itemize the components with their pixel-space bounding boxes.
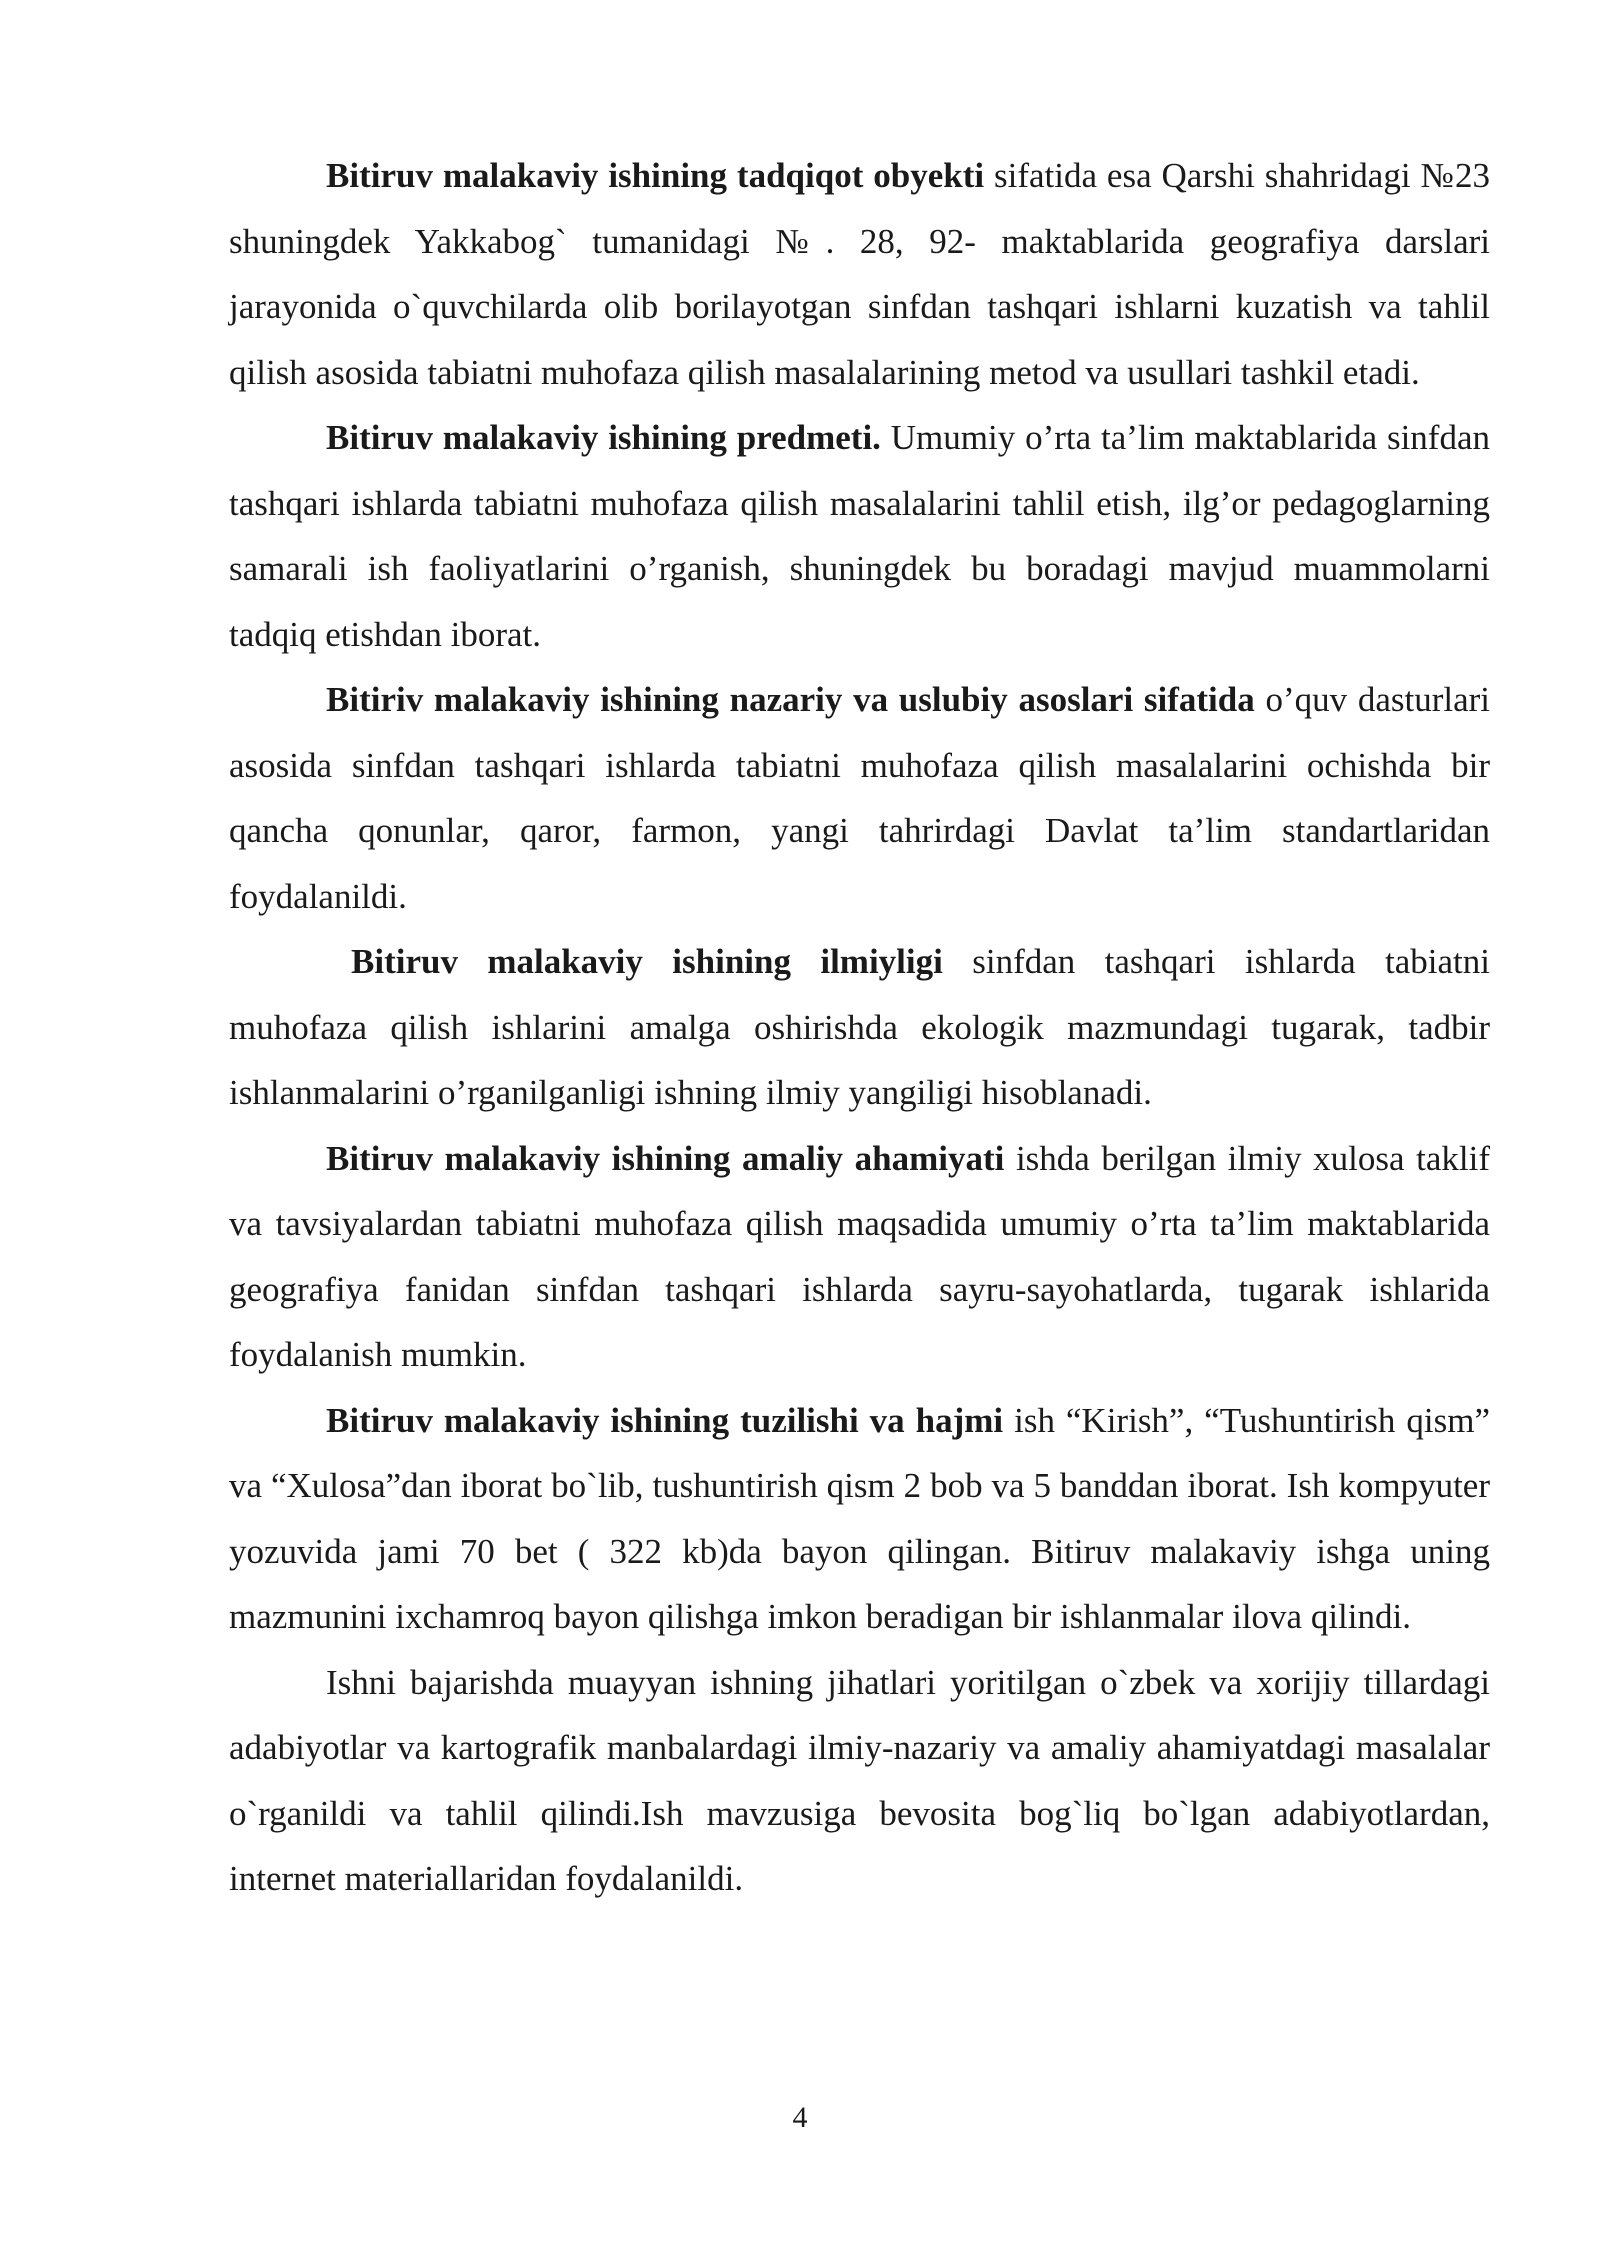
- paragraph-text: ish “Kirish”, “Tushuntirish qism” va “Xulosa”dan iborat bo`lib, tushuntirish qism 2 bob va 5 banddan iborat. Ish kompyuter yozuvida jami 70 bet ( 322 kb)da bayon qilingan. Bitiruv malakaviy ishga uning mazmunini ixchamroq bayon qilishga imkon beradigan bir ishlanmalar ilova qilindi.: [229, 1400, 1490, 1636]
- paragraph-heading: Bitiruv malakaviy ishining predmeti.: [326, 418, 881, 457]
- paragraph-literature: [229, 1650, 1490, 1912]
- paragraph-text: o’quv dasturlari asosida sinfdan tashqari ishlarda tabiatni muhofaza qilish masalalarini ochishda bir qancha qonunlar, qaror, farmon, yangi tahrirdagi Davlat ta’lim standartlaridan foydalanildi.: [229, 680, 1491, 916]
- text-body: [229, 143, 1490, 1912]
- paragraph-text: Ishni bajarishda muayyan ishning jihatlari yoritilgan o`zbek va xorijiy tillardagi adabiyotlar va kartografik manbalardagi ilmiy-nazariy va amaliy ahamiyatdagi masalalar o`rganildi va tahlil qilindi.Ish mavzusiga bevosita bog`liq bo`lgan adabiyotlardan, internet materiallaridan foydalanildi.: [229, 1662, 1490, 1898]
- paragraph-text: sifatida esa Qarshi shahridagi №23 shuningdek Yakkabog` tumanidagi №. 28, 92- maktablarida geografiya darslari jarayonida o`quvchilarda olib borilayotgan sinfdan tashqari ishlarni kuzatish va tahlil qilish asosida tabiatni muhofaza qilish masalalarining metod va usullari tashkil etadi.: [229, 156, 1490, 392]
- paragraph-heading: Bitiruv malakaviy ishining amaliy ahamiyati: [326, 1138, 1005, 1178]
- paragraph-theoretical-basis: [229, 667, 1490, 929]
- paragraph-practical-significance: [229, 1126, 1490, 1388]
- paragraph-text: ishda berilgan ilmiy xulosa taklif va tavsiyalardan tabiatni muhofaza qilish maqsadida umumiy o’rta ta’lim maktablarida geografiya fanidan sinfdan tashqari ishlarda sayru-sayohatlarda, tugarak ishlarida foydalanish mumkin.: [229, 1138, 1490, 1374]
- paragraph-heading: Bitiruv malakaviy ishining tuzilishi va hajmi: [326, 1400, 1004, 1440]
- paragraph-text: sinfdan tashqari ishlarda tabiatni muhofaza qilish ishlarini amalga oshirishda ekologik mazmundagi tugarak, tadbir ishlanmalarini o’rganilganligi ishning ilmiy yangiligi hisoblanadi.: [229, 942, 1490, 1112]
- paragraph-subject: [229, 405, 1490, 667]
- paragraph-scientific-novelty: [229, 929, 1490, 1126]
- paragraph-research-object: [229, 143, 1490, 405]
- paragraph-structure-volume: [229, 1388, 1490, 1650]
- page-number: 4: [792, 2101, 808, 2134]
- paragraph-text: Umumiy o’rta ta’lim maktablarida sinfdan tashqari ishlarda tabiatni muhofaza qilish masalalarini tahlil etish, ilg’or pedagoglarning samarali ish faoliyatlarini o’rganish, shuningdek bu boradagi mavjud muammolarni tadqiq etishdan iborat.: [229, 418, 1490, 654]
- paragraph-heading: Bitiriv malakaviy ishining nazariy va uslubiy asoslari sifatida: [326, 680, 1255, 719]
- paragraph-heading: Bitiruv malakaviy ishining ilmiyligi: [351, 942, 943, 981]
- paragraph-heading: Bitiruv malakaviy ishining tadqiqot obyekti: [326, 156, 985, 195]
